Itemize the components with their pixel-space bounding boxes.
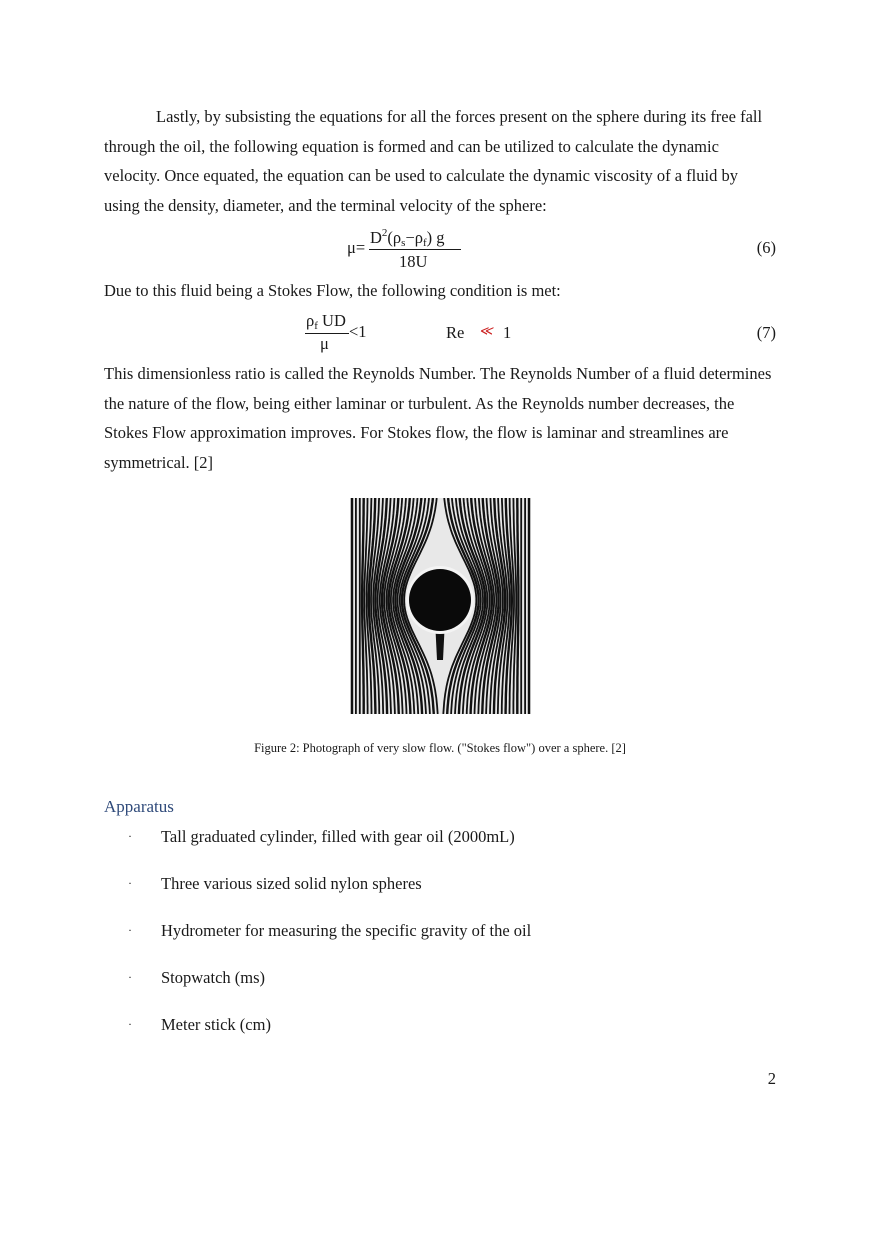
bullet-marker: · [128, 1017, 132, 1031]
stokes-condition-text: Due to this fluid being a Stokes Flow, the following condition is met: [104, 281, 561, 300]
bullet-marker: · [128, 970, 132, 984]
eq7-inequality: <1 [349, 322, 367, 341]
page-number: 2 [767, 1069, 776, 1088]
eq7-denominator: μ [320, 334, 329, 353]
stokes-flow-photo [350, 498, 531, 714]
eq7-re-value: 1 [503, 323, 512, 342]
bullet-marker: · [128, 829, 132, 843]
reynolds-paragraph: This dimensionless ratio is called the Reynolds Number. The Reynolds Number of a fluid determines the nature of the flow, being either laminar or turbulent. As the Reynolds number decreases, the Stokes Flow approximation improves. For Stokes flow, the flow is laminar and streamlines are symmetrical. [2] [104, 364, 772, 472]
apparatus-item: Hydrometer for measuring the specific gravity of the oil [161, 921, 532, 940]
apparatus-item: Three various sized solid nylon spheres [161, 874, 422, 893]
eq6-numerator: $D^2(\rho_s-\rho_f)$ g [370, 227, 445, 249]
eq7-number: (7) [756, 323, 776, 342]
apparatus-item: Stopwatch (ms) [161, 968, 266, 987]
eq6-denominator: 18U [399, 252, 428, 271]
bullet-marker: · [128, 876, 132, 890]
sphere [409, 569, 471, 631]
intro-paragraph: Lastly, by subsisting the equations for all the forces present on the sphere during its free fall through the oil, the following equation is formed and can be utilized to calculate the dynamic velocity. Once equated, the equation can be used to calculate the dynamic viscosity of a fluid by using the density, diameter, and the terminal velocity of the sphere: [104, 107, 763, 215]
apparatus-heading: Apparatus [104, 797, 174, 816]
streamline [517, 498, 518, 714]
stokes-flow-figure [350, 498, 531, 714]
bullet-marker: · [128, 923, 132, 937]
eq7-numerator: $\rho_f$ UD [306, 311, 346, 332]
eq6-number: (6) [756, 238, 776, 257]
eq6-lhs: μ= [347, 238, 366, 257]
eq7-re-label: Re [446, 323, 465, 342]
figure-caption: Figure 2: Photograph of very slow flow. ("Stokes flow") over a sphere. [2] [254, 741, 626, 755]
eq6-fraction-bar [369, 249, 461, 250]
eq7-re-symbol: ≪ [479, 323, 493, 338]
apparatus-item: Meter stick (cm) [161, 1015, 271, 1034]
apparatus-item: Tall graduated cylinder, filled with gear oil (2000mL) [161, 827, 515, 846]
